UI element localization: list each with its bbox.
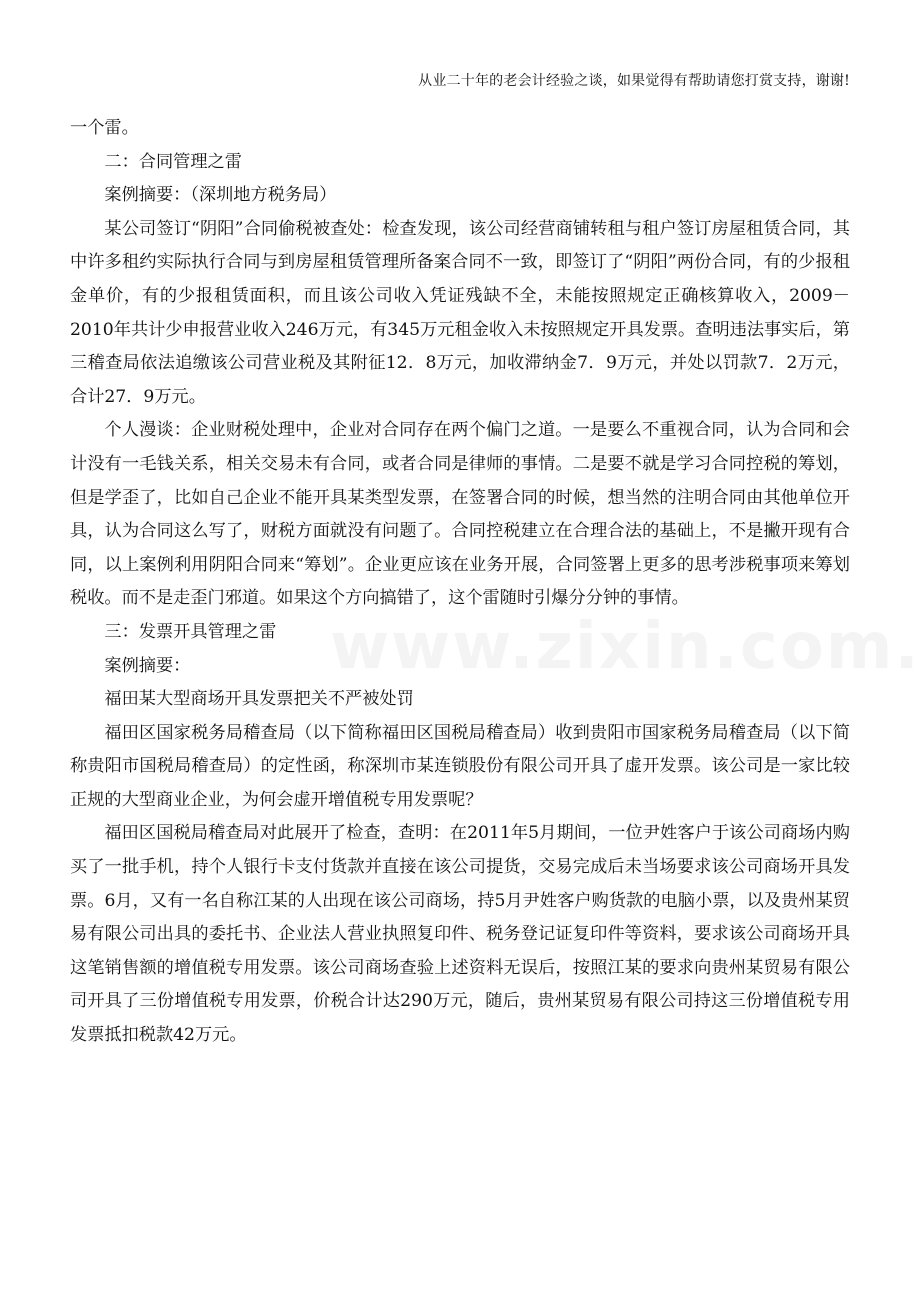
case-title: 福田某大型商场开具发票把关不严被处罚 — [104, 689, 414, 710]
commentary-paragraph: 个人漫谈：企业财税处理中，企业对合同存在两个偏门之道。一是要么不重视合同，认为合同和会计没有一毛钱关系，相关交易未有合同，或者合同是律师的事情。二是要不就是学习合同控税的筹划，但是学歪了，比如自己企业不能开具某类型发票，在签署合同的时候，想当然的注明合同由其他单位开具，认为合同这么写了，财税方面就没有问题了。合同控税建立在合理合法的基础上，不是撇开现有合同，以上案例利用阴阳合同来“筹划”。企业更应该在业务开展，合同签署上更多的思考涉税事项来筹划税收。而不是走歪门邪道。如果这个方向搞错了，这个雷随时引爆分分钟的事情。 — [70, 420, 850, 609]
case-summary-label: 案例摘要：（深圳地方税务局） — [104, 185, 337, 206]
case-summary-label: 案例摘要： — [104, 655, 191, 676]
case-paragraph-intro: 福田区国家税务局稽查局（以下简称福田区国税局稽查局）收到贵阳市国家税务局稽查局（以下简称贵阳市国税局稽查局）的定性函，称深圳市某连锁股份有限公司开具了虚开发票。该公司是一家比较正规的大型商业企业，为何会虚开增值税专用发票呢？ — [70, 722, 850, 810]
case-paragraph-investigation: 福田区国税局稽查局对此展开了检查，查明：在2011年5月期间，一位尹姓客户于该公司商场内购买了一批手机，持个人银行卡支付货款并直接在该公司提货，交易完成后未当场要求该公司商场开具发票。6月，又有一名自称江某的人出现在该公司商场，持5月尹姓客户购货款的电脑小票，以及贵州某贸易有限公司出具的委托书、企业法人营业执照复印件、税务登记证复印件等资料，要求该公司商场开具这笔销售额的增值税专用发票。该公司商场查验上述资料无误后，按照江某的要求向贵州某贸易有限公司开具了三份增值税专用发票，价税合计达290万元，随后，贵州某贸易有限公司持这三份增值税专用发票抵扣税款42万元。 — [70, 823, 850, 1046]
section-heading-contract: 二：合同管理之雷 — [104, 151, 242, 172]
section-heading-invoice: 三：发票开具管理之雷 — [104, 621, 277, 642]
document-body — [70, 112, 850, 1053]
paragraph-continuation: 一个雷。 — [70, 118, 139, 138]
header-note: 从业二十年的老会计经验之谈，如果觉得有帮助请您打赏支持，谢谢! — [418, 73, 850, 89]
case-paragraph-contract: 某公司签订“阴阳”合同偷税被查处：检查发现，该公司经营商铺转租与租户签订房屋租赁合同，其中许多租约实际执行合同与到房屋租赁管理所备案合同不一致，即签订了“阴阳”两份合同，有的少报租金单价，有的少报租赁面积，而且该公司收入凭证残缺不全，未能按照规定正确核算收入，2009－2010年共计少申报营业收入246万元，有345万元租金收入未按照规定开具发票。查明违法事实后，第三稽查局依法追缴该公司营业税及其附征12．8万元，加收滞纳金7．9万元，并处以罚款7．2万元，合计27．9万元。 — [70, 218, 850, 407]
